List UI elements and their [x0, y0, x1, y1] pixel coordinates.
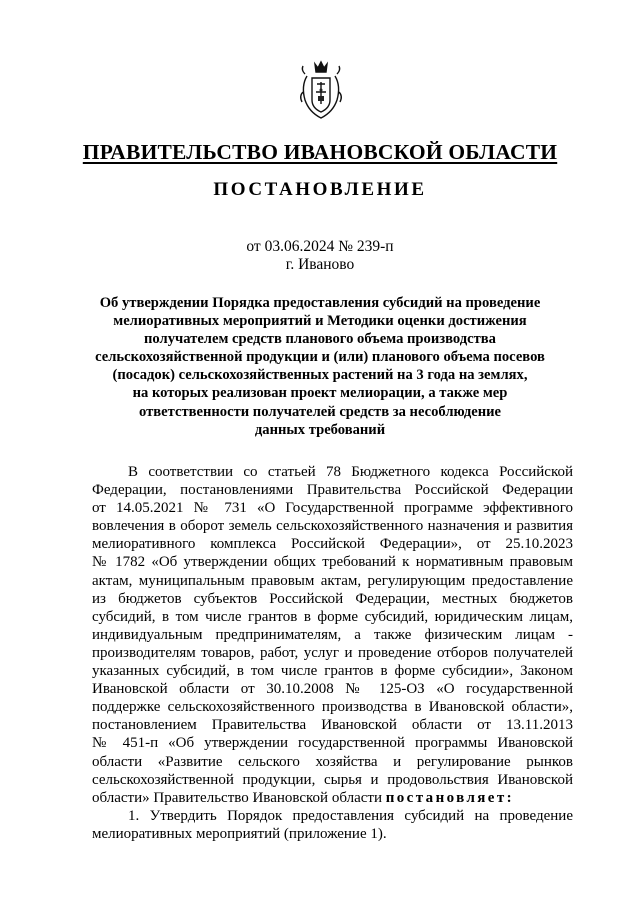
- body-line: области «Развитие сельского хозяйства и регулирование рынков: [92, 753, 573, 770]
- body-line: постановлением Правительства Ивановской области от 13.11.2013: [92, 717, 573, 734]
- document-type: ПОСТАНОВЛЕНИЕ: [213, 179, 427, 200]
- government-heading: ПРАВИТЕЛЬСТВО ИВАНОВСКОЙ ОБЛАСТИ: [82, 140, 558, 164]
- city: г. Иваново: [285, 256, 355, 273]
- body-line: № 451-п «Об утверждении государственной программы Ивановской: [92, 735, 573, 752]
- title-line: на которых реализован проект мелиорации, а также мер: [132, 385, 508, 402]
- body-line: В соответствии со статьей 78 Бюджетного кодекса Российской: [128, 464, 573, 480]
- body-line: из бюджетов субъектов Российской Федерации, местных бюджетов: [92, 590, 573, 607]
- body-line: мелиоративного комплекса Российской Федерации», от 25.10.2023: [92, 536, 573, 553]
- date-number: от 03.06.2024 № 239-п: [246, 238, 394, 255]
- body-line: № 1782 «Об утверждении общих требований к нормативным правовым: [92, 554, 573, 571]
- body-line: поддержке сельскохозяйственного производства в Ивановской области»,: [92, 699, 573, 716]
- body-line-last: области» Правительство Ивановской области: [92, 789, 382, 806]
- body-line: указанных субсидий, в том числе грантов в форме субсидии», Законом: [92, 663, 573, 680]
- body-line: сельскохозяйственной продукции, сырья и продовольствия Ивановской: [92, 771, 573, 788]
- body-line: Федерации, постановлениями Правительства Российской Федерации: [92, 482, 573, 499]
- coat-of-arms-emblem: [297, 56, 345, 120]
- title-line: сельскохозяйственной продукции и (или) планового объема посевов: [95, 349, 545, 366]
- title-line: получателем средств планового объема производства: [144, 331, 496, 348]
- date-number-block: [0, 238, 640, 274]
- title-line: Об утверждении Порядка предоставления субсидий на проведение: [99, 295, 541, 311]
- title-line: мелиоративных мероприятий и Методики оценки достижения: [113, 313, 527, 330]
- body-line: субсидий, в том числе грантов в форме субсидий, юридическим лицам,: [92, 608, 573, 625]
- body-line: от 14.05.2021 № 731 «О Государственной программе эффективного: [92, 500, 573, 517]
- decision-line: [92, 789, 573, 807]
- title-line: (посадок) сельскохозяйственных растений на 3 года на землях,: [112, 367, 528, 384]
- body-line: индивидуальным предпринимателям, а также физическим лицам -: [92, 626, 573, 643]
- body-line: актам, муниципальным правовым актам, регулирующим предоставление: [92, 572, 573, 589]
- document-body: [92, 463, 573, 843]
- body-line: производителям товаров, работ, услуг и проведение отборов получателей: [92, 644, 573, 661]
- body-line: вовлечения в оборот земель сельскохозяйственного назначения и развития: [92, 518, 573, 535]
- title-line: данных требований: [254, 421, 386, 438]
- document-title: [80, 294, 560, 439]
- item-1-line: мелиоративных мероприятий (приложение 1).: [92, 825, 387, 842]
- body-line: Ивановской области от 30.10.2008 № 125-ОЗ «О государственной: [92, 681, 573, 698]
- decides-word: постановляет:: [385, 789, 515, 806]
- title-line: ответственности получателей средств за несоблюдение: [139, 403, 501, 420]
- item-1-line: 1. Утвердить Порядок предоставления субсидий на проведение: [128, 807, 573, 824]
